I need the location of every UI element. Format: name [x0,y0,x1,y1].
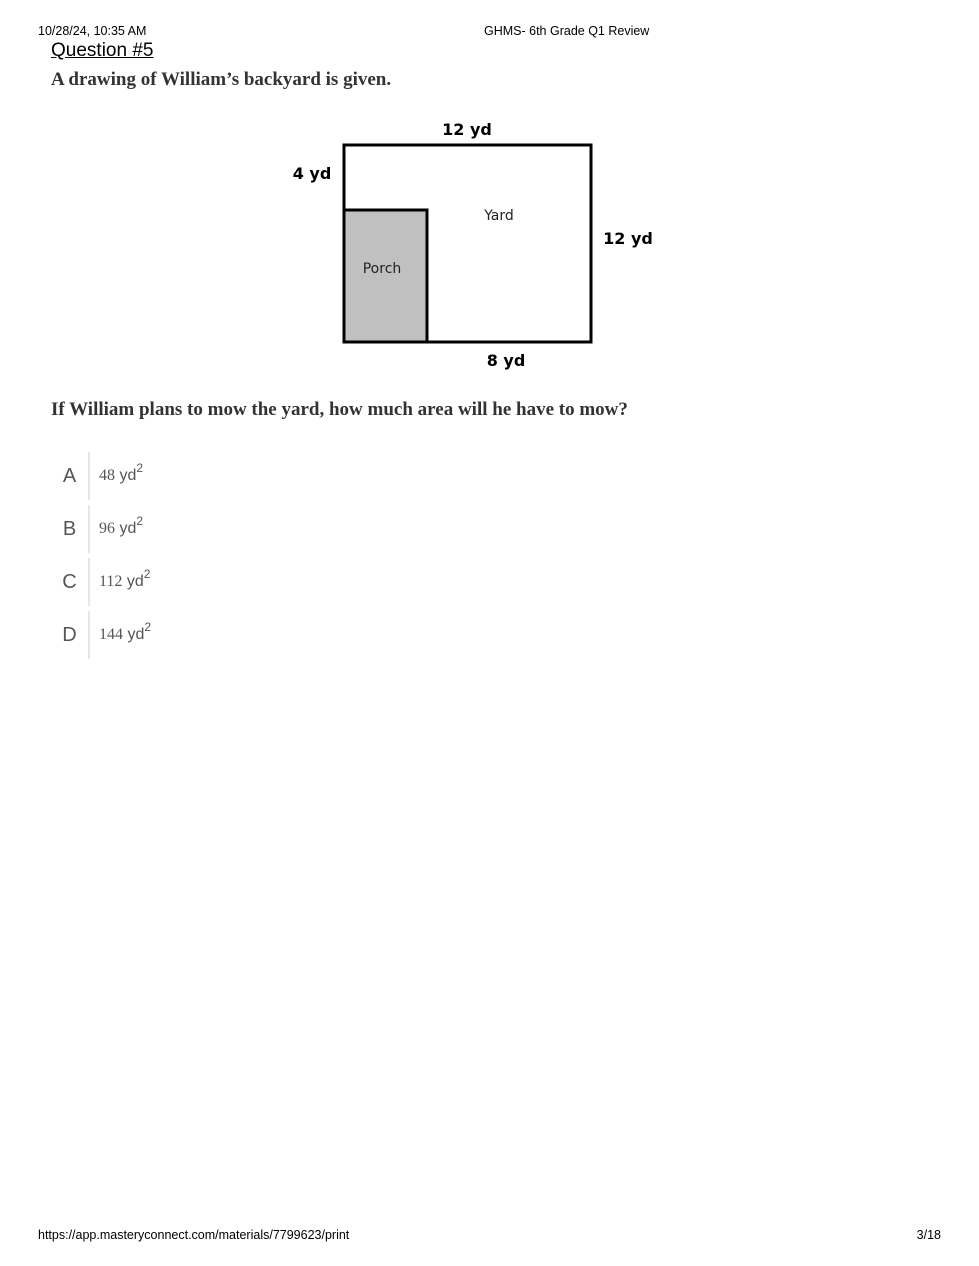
choice-letter: D [51,611,90,659]
choice-value: 112 [99,573,123,590]
right-dimension-label: 12 yd [603,229,653,248]
choice-unit: yd [119,520,137,537]
answer-choice-c[interactable] [51,558,451,611]
porch-label: Porch [362,261,402,277]
page-number: 3/18 [916,1228,941,1242]
choice-value: 144 [99,626,123,643]
choice-text [99,611,151,659]
bottom-dimension-label: 8 yd [486,351,526,370]
choice-text [99,505,143,553]
choice-letter: B [51,505,90,553]
choice-value: 96 [99,520,115,537]
choice-unit: yd [126,573,144,590]
choice-unit: yd [127,626,145,643]
question-number-link[interactable]: Question #5 [51,40,154,61]
print-datetime: 10/28/24, 10:35 AM [38,24,147,38]
left-dimension-label: 4 yd [292,164,332,183]
page-url: https://app.masteryconnect.com/materials/7799623/print [38,1228,350,1242]
choice-unit: yd [119,467,137,484]
choice-exponent: 2 [136,460,144,475]
choice-text [99,452,143,500]
choice-letter: A [51,452,90,500]
choice-letter: C [51,558,90,606]
answer-choice-d[interactable] [51,611,451,664]
print-header [38,24,941,40]
question-intro: A drawing of William’s backyard is given. [51,69,392,90]
print-footer [38,1228,941,1244]
backyard-diagram [280,108,680,378]
top-dimension-label: 12 yd [442,120,492,139]
choice-exponent: 2 [136,513,144,528]
choice-text [99,558,150,606]
question-prompt: If William plans to mow the yard, how much area will he have to mow? [51,399,628,420]
answer-choice-a[interactable] [51,452,451,505]
document-title: GHMS- 6th Grade Q1 Review [484,24,650,38]
choice-exponent: 2 [144,619,152,634]
answer-choice-b[interactable] [51,505,451,558]
yard-label: Yard [484,208,514,224]
choice-exponent: 2 [143,566,151,581]
answer-choices [51,452,451,664]
choice-value: 48 [99,467,115,484]
